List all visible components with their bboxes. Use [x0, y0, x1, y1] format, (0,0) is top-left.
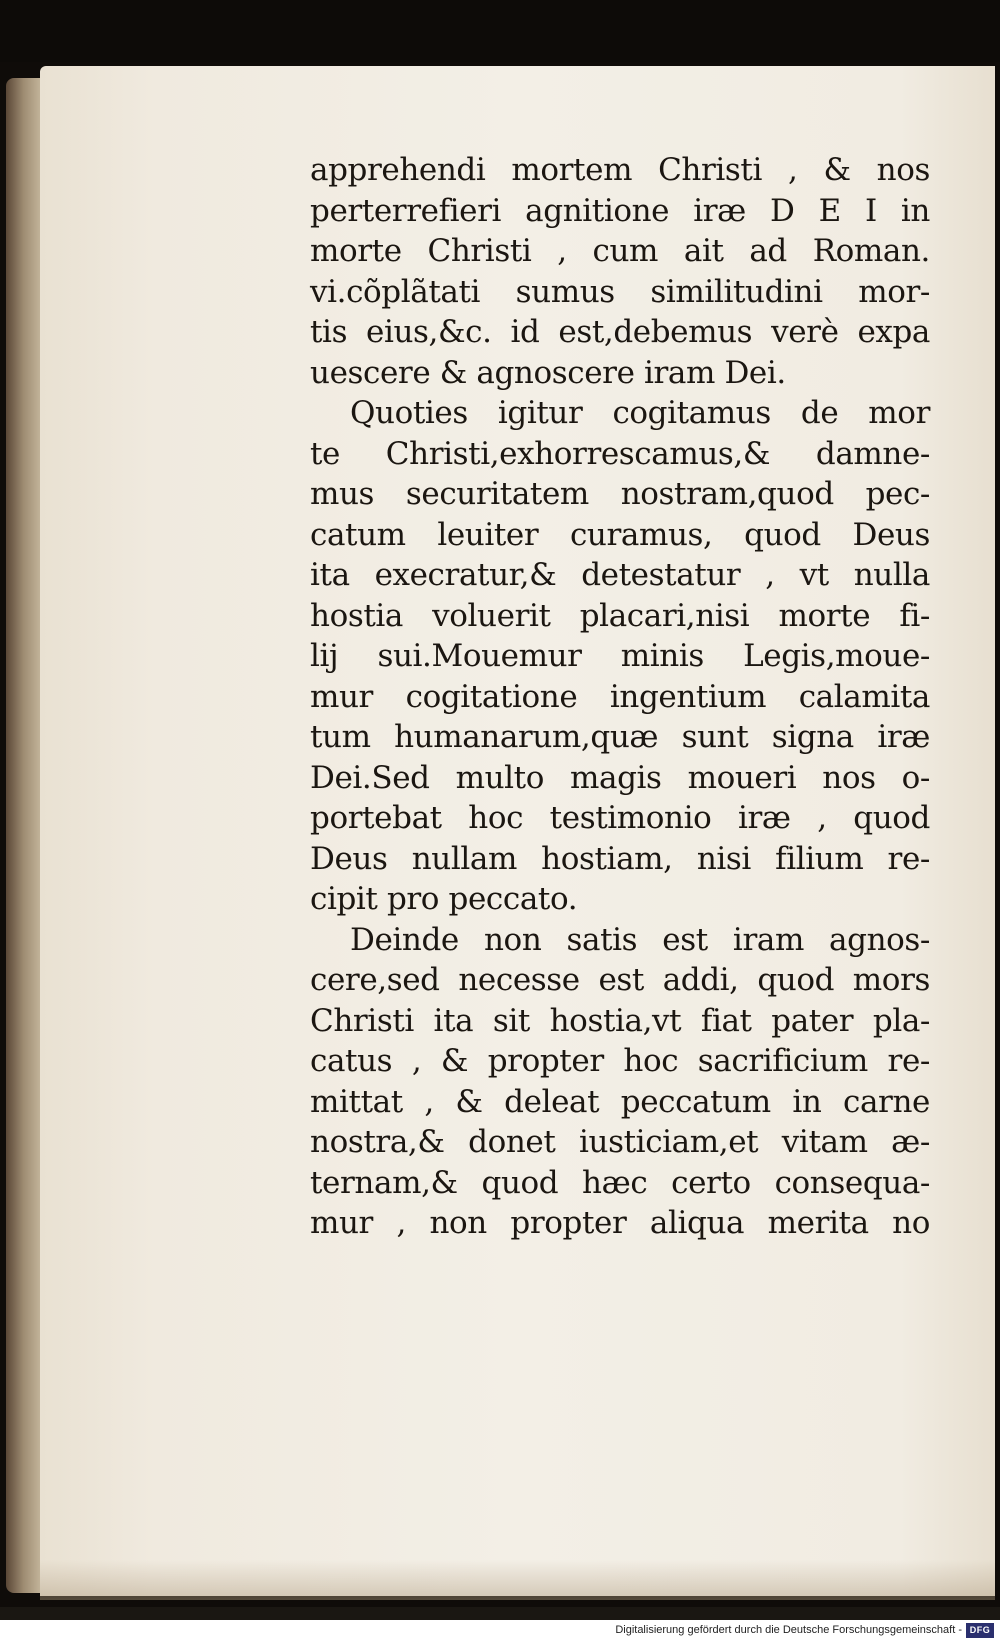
- digitization-footer: [0, 1620, 1000, 1643]
- text-line: tum humanarum,quæ sunt signa iræ: [310, 719, 930, 755]
- text-line: catum leuiter curamus, quod Deus: [310, 516, 930, 553]
- text-line: mus securitatem nostram,quod pec-: [310, 476, 930, 512]
- text-line: Deus nullam hostiam, nisi filium re-: [310, 840, 930, 877]
- text-line: apprehendi mortem Christi , & nos: [310, 152, 930, 188]
- text-line: uescere & agnoscere iram Dei.: [310, 354, 786, 391]
- text-line: Quoties igitur cogitamus de mor: [350, 395, 930, 431]
- text-line: hostia voluerit placari,nisi morte fi-: [310, 597, 930, 634]
- text-line: cipit pro peccato.: [310, 881, 578, 917]
- text-line: Deinde non satis est iram agnos-: [350, 921, 930, 958]
- text-line: mur , non propter aliqua merita no: [310, 1205, 930, 1241]
- text-line: morte Christi , cum ait ad Roman.: [310, 233, 930, 269]
- text-line: mur cogitatione ingentium calamita: [310, 678, 930, 715]
- text-line: portebat hoc testimonio iræ , quod: [310, 800, 930, 836]
- text-line: mittat , & deleat peccatum in carne: [310, 1083, 930, 1120]
- text-line: tis eius,&c. id est,debemus verè expa: [310, 314, 930, 350]
- page-bottom-edge: [40, 1560, 995, 1600]
- text-line: ternam,& quod hæc certo consequa-: [310, 1164, 930, 1201]
- text-line: vi.cõplãtati sumus similitudini mor-: [310, 273, 930, 310]
- scan-background-top: [0, 0, 1000, 62]
- text-line: cere,sed necesse est addi, quod mors: [310, 962, 930, 998]
- text-line: nostra,& donet iusticiam,et vitam æ-: [310, 1124, 930, 1160]
- text-line: catus , & propter hoc sacrificium re-: [310, 1043, 930, 1079]
- dfg-logo: DFG: [966, 1623, 994, 1638]
- text-line: Christi ita sit hostia,vt fiat pater pla-: [310, 1002, 930, 1039]
- text-line: te Christi,exhorrescamus,& damne-: [310, 435, 930, 472]
- text-line: perterrefieri agnitione iræ D E I in: [310, 192, 930, 229]
- page-text: [310, 150, 930, 1244]
- text-line: Dei.Sed multo magis moueri nos o-: [310, 759, 930, 796]
- text-line: lij sui.Mouemur minis Legis,moue-: [310, 638, 930, 674]
- funding-credit: Digitalisierung gefördert durch die Deutsche Forschungsgemeinschaft -: [615, 1624, 962, 1636]
- text-line: ita execratur,& detestatur , vt nulla: [310, 557, 930, 593]
